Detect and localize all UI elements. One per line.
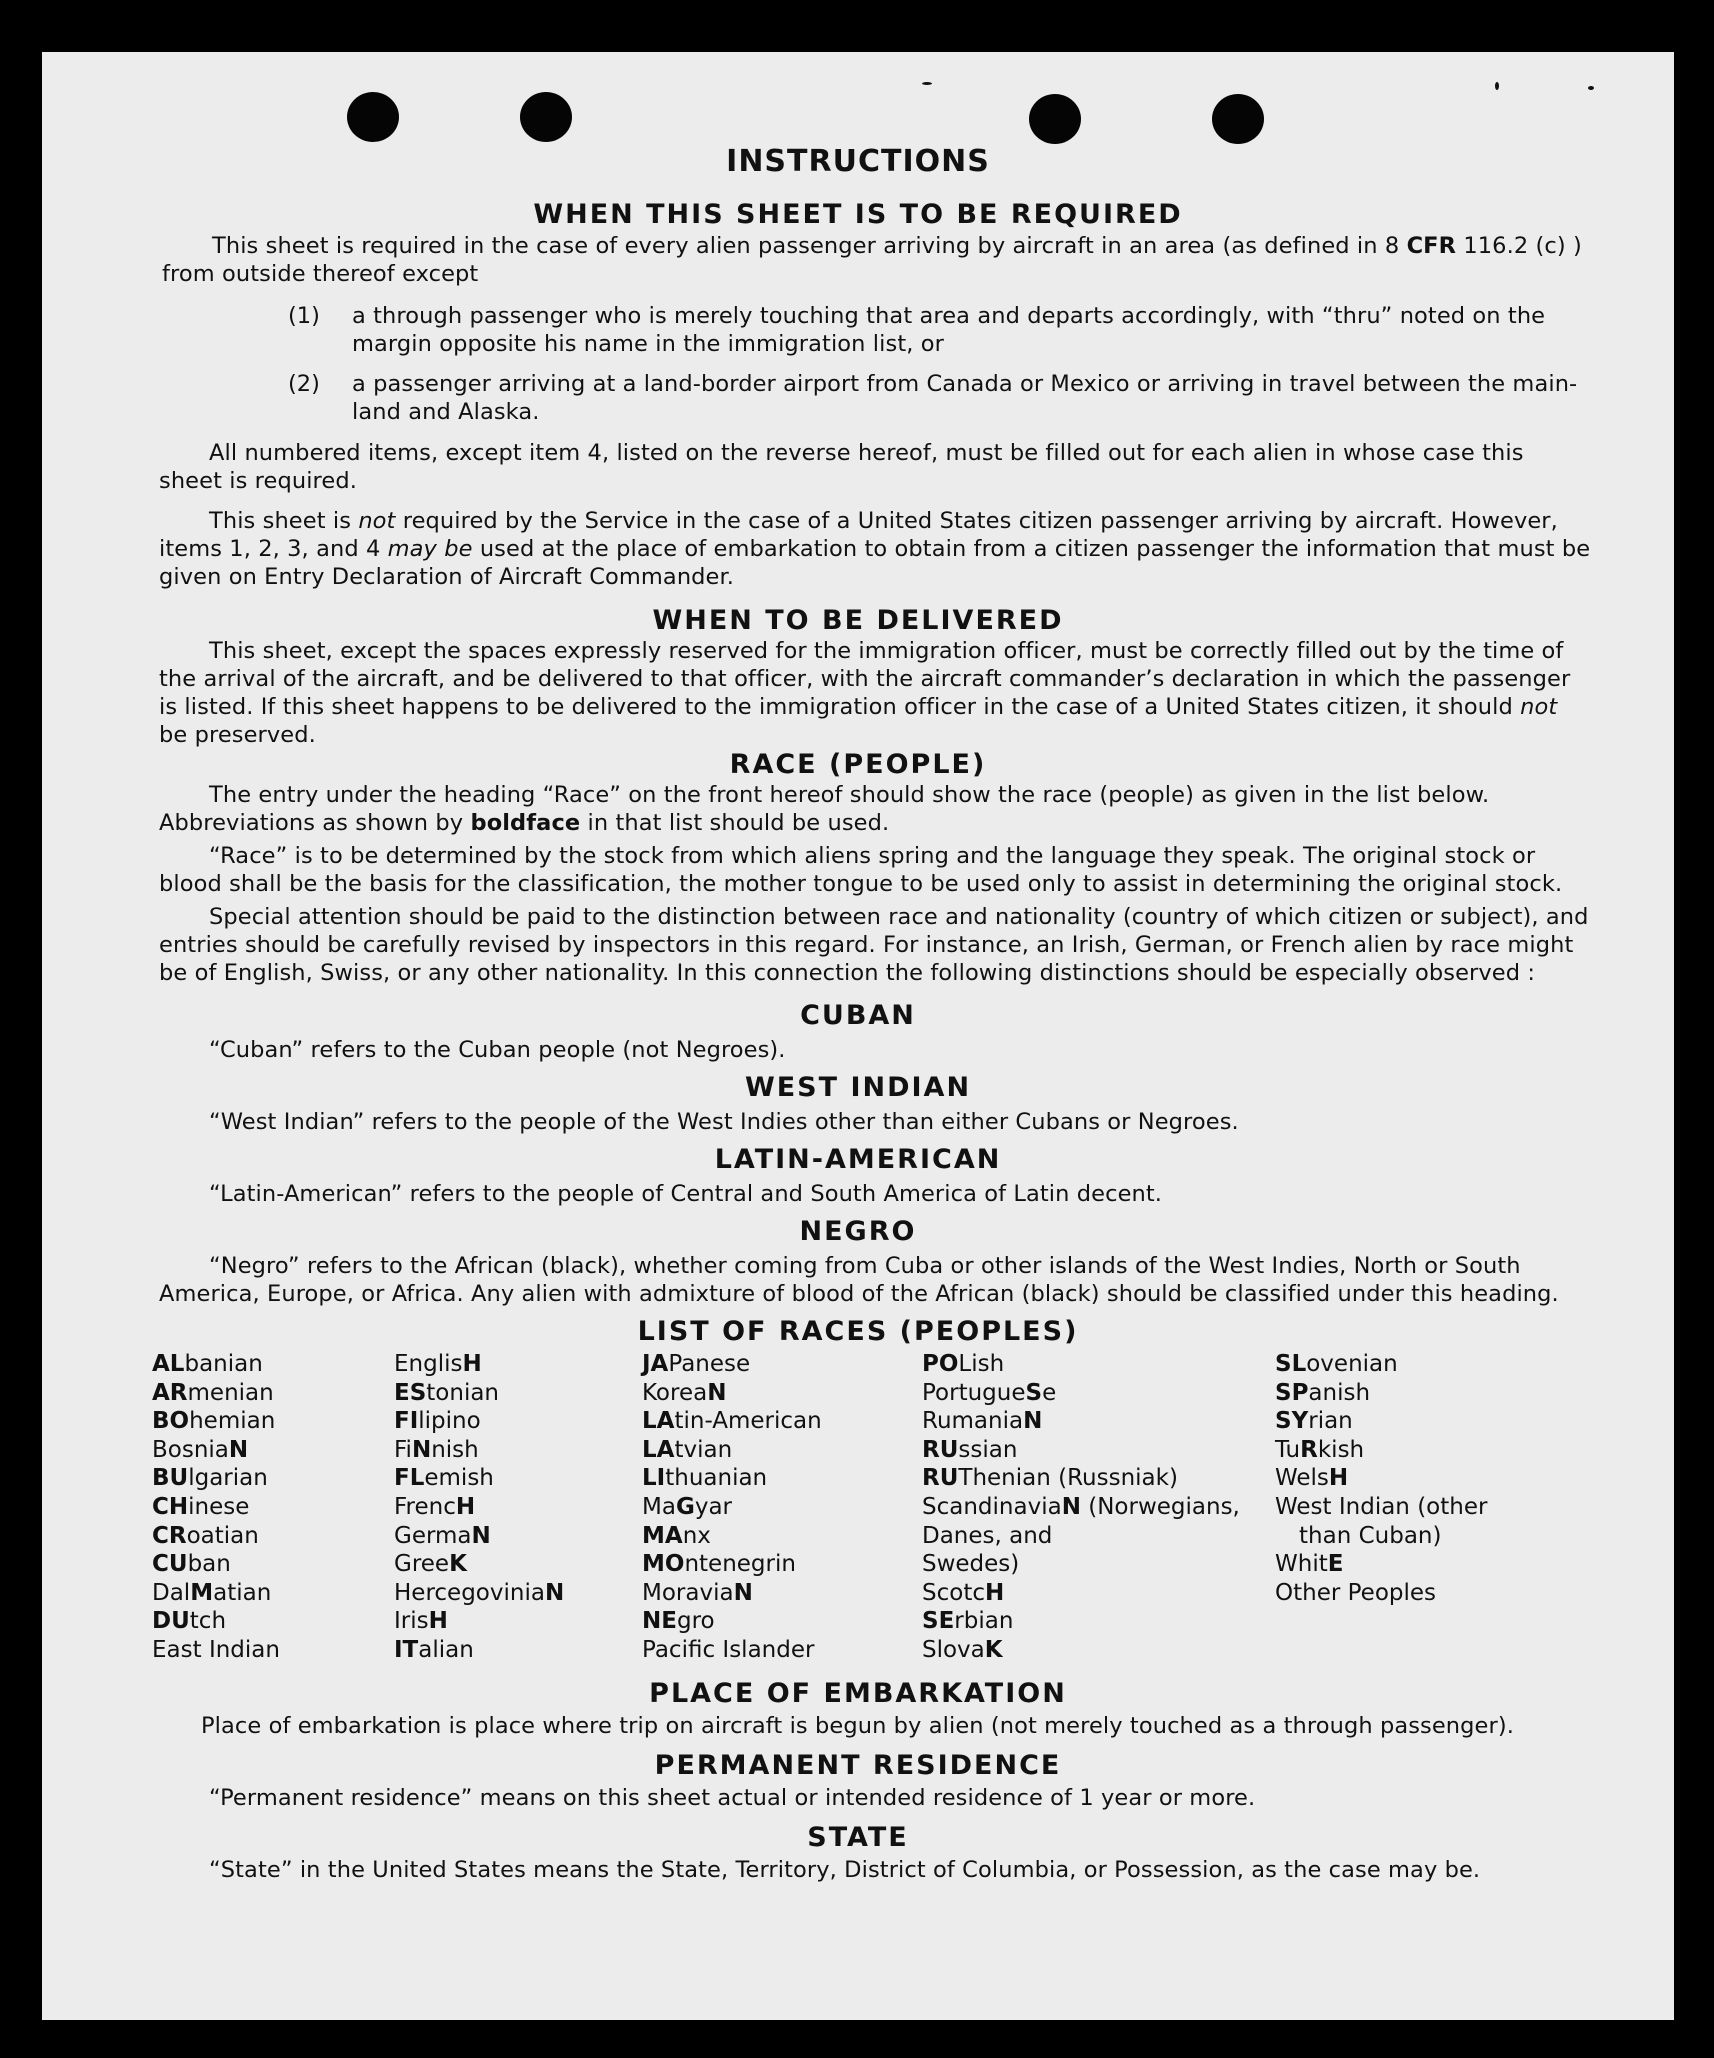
speck [922, 82, 932, 85]
race-list-item: EStonian [394, 1379, 500, 1406]
race-list-item: POLish [922, 1351, 1005, 1377]
race-list-item: SlovaK [922, 1636, 1003, 1663]
race-list-item: RumaniaN [922, 1408, 1043, 1435]
race-list-item: BOhemian [152, 1408, 276, 1435]
race-list-column [922, 1350, 1240, 1665]
race-list-item: GermaN [394, 1522, 491, 1549]
speck [1588, 86, 1594, 90]
race-list-column [152, 1350, 280, 1665]
race-list-item: SYrian [1275, 1408, 1353, 1435]
race-list-item: KoreaN [642, 1379, 727, 1406]
paragraph: “West Indian” refers to the people of the West Indies other than either Cubans or Negroes. [209, 1109, 1239, 1135]
document-page [42, 52, 1674, 2020]
speck [1495, 82, 1499, 90]
item-text: margin opposite his name in the immigration list, or [352, 331, 944, 357]
race-list-item: CUban [152, 1551, 231, 1578]
race-list-item: Swedes) [922, 1551, 1020, 1578]
paragraph: “State” in the United States means the State, Territory, District of Columbia, or Possession, as the case may be. [209, 1857, 1481, 1883]
paragraph: Abbreviations as shown by boldface in that list should be used. [159, 810, 890, 836]
punch-hole [347, 92, 399, 142]
race-list-item: MOntenegrin [642, 1551, 796, 1578]
paragraph: be of English, Swiss, or any other nationality. In this connection the following distinctions should be especially observed : [159, 960, 1536, 986]
item-text: a through passenger who is merely touching that area and departs accordingly, with “thru” noted on the [352, 303, 1546, 329]
paragraph: America, Europe, or Africa. Any alien with admixture of blood of the African (black) should be classified under this heading. [159, 1281, 1559, 1307]
punch-hole [1212, 94, 1264, 144]
paragraph: is listed. If this sheet happens to be delivered to the immigration officer in the case of a United States citizen, it should not [159, 694, 1558, 720]
section-heading-west-indian: WEST INDIAN [744, 1072, 972, 1103]
race-list-item: Danes, and [922, 1522, 1053, 1549]
paragraph: The entry under the heading “Race” on the front hereof should show the race (people) as given in the list below. [209, 782, 1490, 808]
paragraph: All numbered items, except item 4, listed on the reverse hereof, must be filled out for each alien in whose case this [209, 440, 1524, 466]
race-list-item: BUlgarian [152, 1465, 268, 1492]
race-list-column [394, 1350, 564, 1665]
race-list-item: NEgro [642, 1608, 715, 1635]
race-list-item: EnglisH [394, 1351, 482, 1377]
race-list-item: ScotcH [922, 1579, 1005, 1606]
race-list-item: ScandinaviaN (Norwegians, [922, 1493, 1240, 1520]
section-heading-residence: PERMANENT RESIDENCE [654, 1750, 1062, 1781]
race-list-item: SErbian [922, 1608, 1014, 1635]
section-heading-embarkation: PLACE OF EMBARKATION [649, 1678, 1067, 1709]
race-list-item: West Indian (other [1275, 1493, 1488, 1520]
paragraph: given on Entry Declaration of Aircraft Commander. [159, 564, 735, 590]
punch-hole [1029, 94, 1081, 144]
section-heading-required: WHEN THIS SHEET IS TO BE REQUIRED [533, 199, 1183, 230]
race-list-item: ITalian [394, 1636, 474, 1663]
paragraph: sheet is required. [159, 468, 357, 494]
paragraph: the arrival of the aircraft, and be delivered to that officer, with the aircraft commander’s declaration in which the passenger [159, 666, 1571, 692]
race-list-item: CHinese [152, 1493, 250, 1520]
section-heading-state: STATE [807, 1822, 909, 1853]
item-number: (1) [288, 303, 320, 329]
punch-hole [520, 92, 572, 142]
race-list-item: FLemish [394, 1465, 494, 1492]
race-list-item: BosniaN [152, 1436, 249, 1463]
race-list-item: ALbanian [152, 1351, 263, 1377]
paragraph: entries should be carefully revised by inspectors in this regard. For instance, an Irish, German, or French alien by race might [159, 932, 1574, 958]
race-list-item: than Cuban) [1299, 1522, 1442, 1549]
race-list-item: ARmenian [152, 1379, 274, 1406]
page-title: INSTRUCTIONS [726, 144, 990, 179]
race-list-column [642, 1350, 822, 1665]
paragraph-required-intro: This sheet is required in the case of every alien passenger arriving by aircraft in an area (as defined in 8 CFR 116.2 (c) ) [212, 233, 1582, 259]
race-list-column [1275, 1350, 1487, 1607]
section-heading-race: RACE (PEOPLE) [729, 749, 987, 780]
paragraph: “Race” is to be determined by the stock from which aliens spring and the language they speak. The original stock or [209, 843, 1536, 869]
race-list-item: RUssian [922, 1436, 1018, 1463]
paragraph: Place of embarkation is place where trip on aircraft is begun by alien (not merely touched as a through passenger). [201, 1713, 1514, 1739]
race-list-item: RUThenian (Russniak) [922, 1465, 1178, 1492]
race-list-item: JAPanese [642, 1351, 751, 1377]
item-number: (2) [288, 371, 320, 397]
race-list-item: IrisH [394, 1608, 448, 1635]
section-heading-latin-american: LATIN-AMERICAN [714, 1144, 1002, 1175]
race-list-item: FiNnish [394, 1436, 479, 1463]
paragraph: “Negro” refers to the African (black), whether coming from Cuba or other islands of the West Indies, North or South [209, 1253, 1521, 1279]
race-list-item: SPanish [1275, 1379, 1371, 1406]
race-list-item: MoraviaN [642, 1579, 753, 1606]
race-list-item: HercegoviniaN [394, 1579, 565, 1606]
paragraph: Special attention should be paid to the distinction between race and nationality (country of which citizen or subject), and [209, 904, 1589, 930]
race-list-item: LAtin-American [642, 1408, 822, 1435]
race-list-item: East Indian [152, 1636, 280, 1663]
race-list-item: DalMatian [152, 1579, 272, 1606]
paragraph: “Cuban” refers to the Cuban people (not Negroes). [209, 1037, 786, 1063]
race-list-item: Other Peoples [1275, 1579, 1437, 1606]
race-list-item: LIthuanian [642, 1465, 768, 1492]
item-text: land and Alaska. [352, 399, 540, 425]
race-list-item: MaGyar [642, 1493, 733, 1520]
race-list-item: FrencH [394, 1493, 476, 1520]
paragraph: “Latin-American” refers to the people of Central and South America of Latin decent. [209, 1181, 1163, 1207]
item-text: a passenger arriving at a land-border airport from Canada or Mexico or arriving in travel between the main- [352, 371, 1578, 397]
section-heading-cuban: CUBAN [800, 1000, 916, 1031]
race-list-item: SLovenian [1275, 1351, 1398, 1377]
paragraph-required-intro-l2: from outside thereof except [162, 261, 479, 287]
race-list-item: MAnx [642, 1522, 711, 1549]
section-heading-list-of-races: LIST OF RACES (PEOPLES) [637, 1316, 1079, 1347]
race-list-item: FIlipino [394, 1408, 481, 1435]
paragraph: This sheet, except the spaces expressly reserved for the immigration officer, must be correctly filled out by the time of [209, 638, 1564, 664]
paragraph: be preserved. [159, 722, 316, 748]
section-heading-delivered: WHEN TO BE DELIVERED [652, 605, 1064, 636]
race-list-item: CRoatian [152, 1522, 259, 1549]
race-list-item: Pacific Islander [642, 1636, 815, 1663]
race-list-item: PortugueSe [922, 1379, 1057, 1406]
race-list-item: WhitE [1275, 1551, 1344, 1578]
race-list-item: DUtch [152, 1608, 227, 1635]
paragraph: blood shall be the basis for the classification, the mother tongue to be used only to assist in determining the original stock. [159, 871, 1563, 897]
race-list-item: GreeK [394, 1551, 467, 1578]
race-list-item: LAtvian [642, 1436, 733, 1463]
paragraph: items 1, 2, 3, and 4 may be used at the place of embarkation to obtain from a citizen passenger the information that must be [159, 536, 1591, 562]
paragraph: This sheet is not required by the Service in the case of a United States citizen passenger arriving by aircraft. However, [209, 508, 1558, 534]
race-list-item: TuRkish [1275, 1436, 1365, 1463]
paragraph: “Permanent residence” means on this sheet actual or intended residence of 1 year or more. [209, 1785, 1256, 1811]
section-heading-negro: NEGRO [799, 1216, 917, 1247]
race-list-item: WelsH [1275, 1465, 1349, 1492]
